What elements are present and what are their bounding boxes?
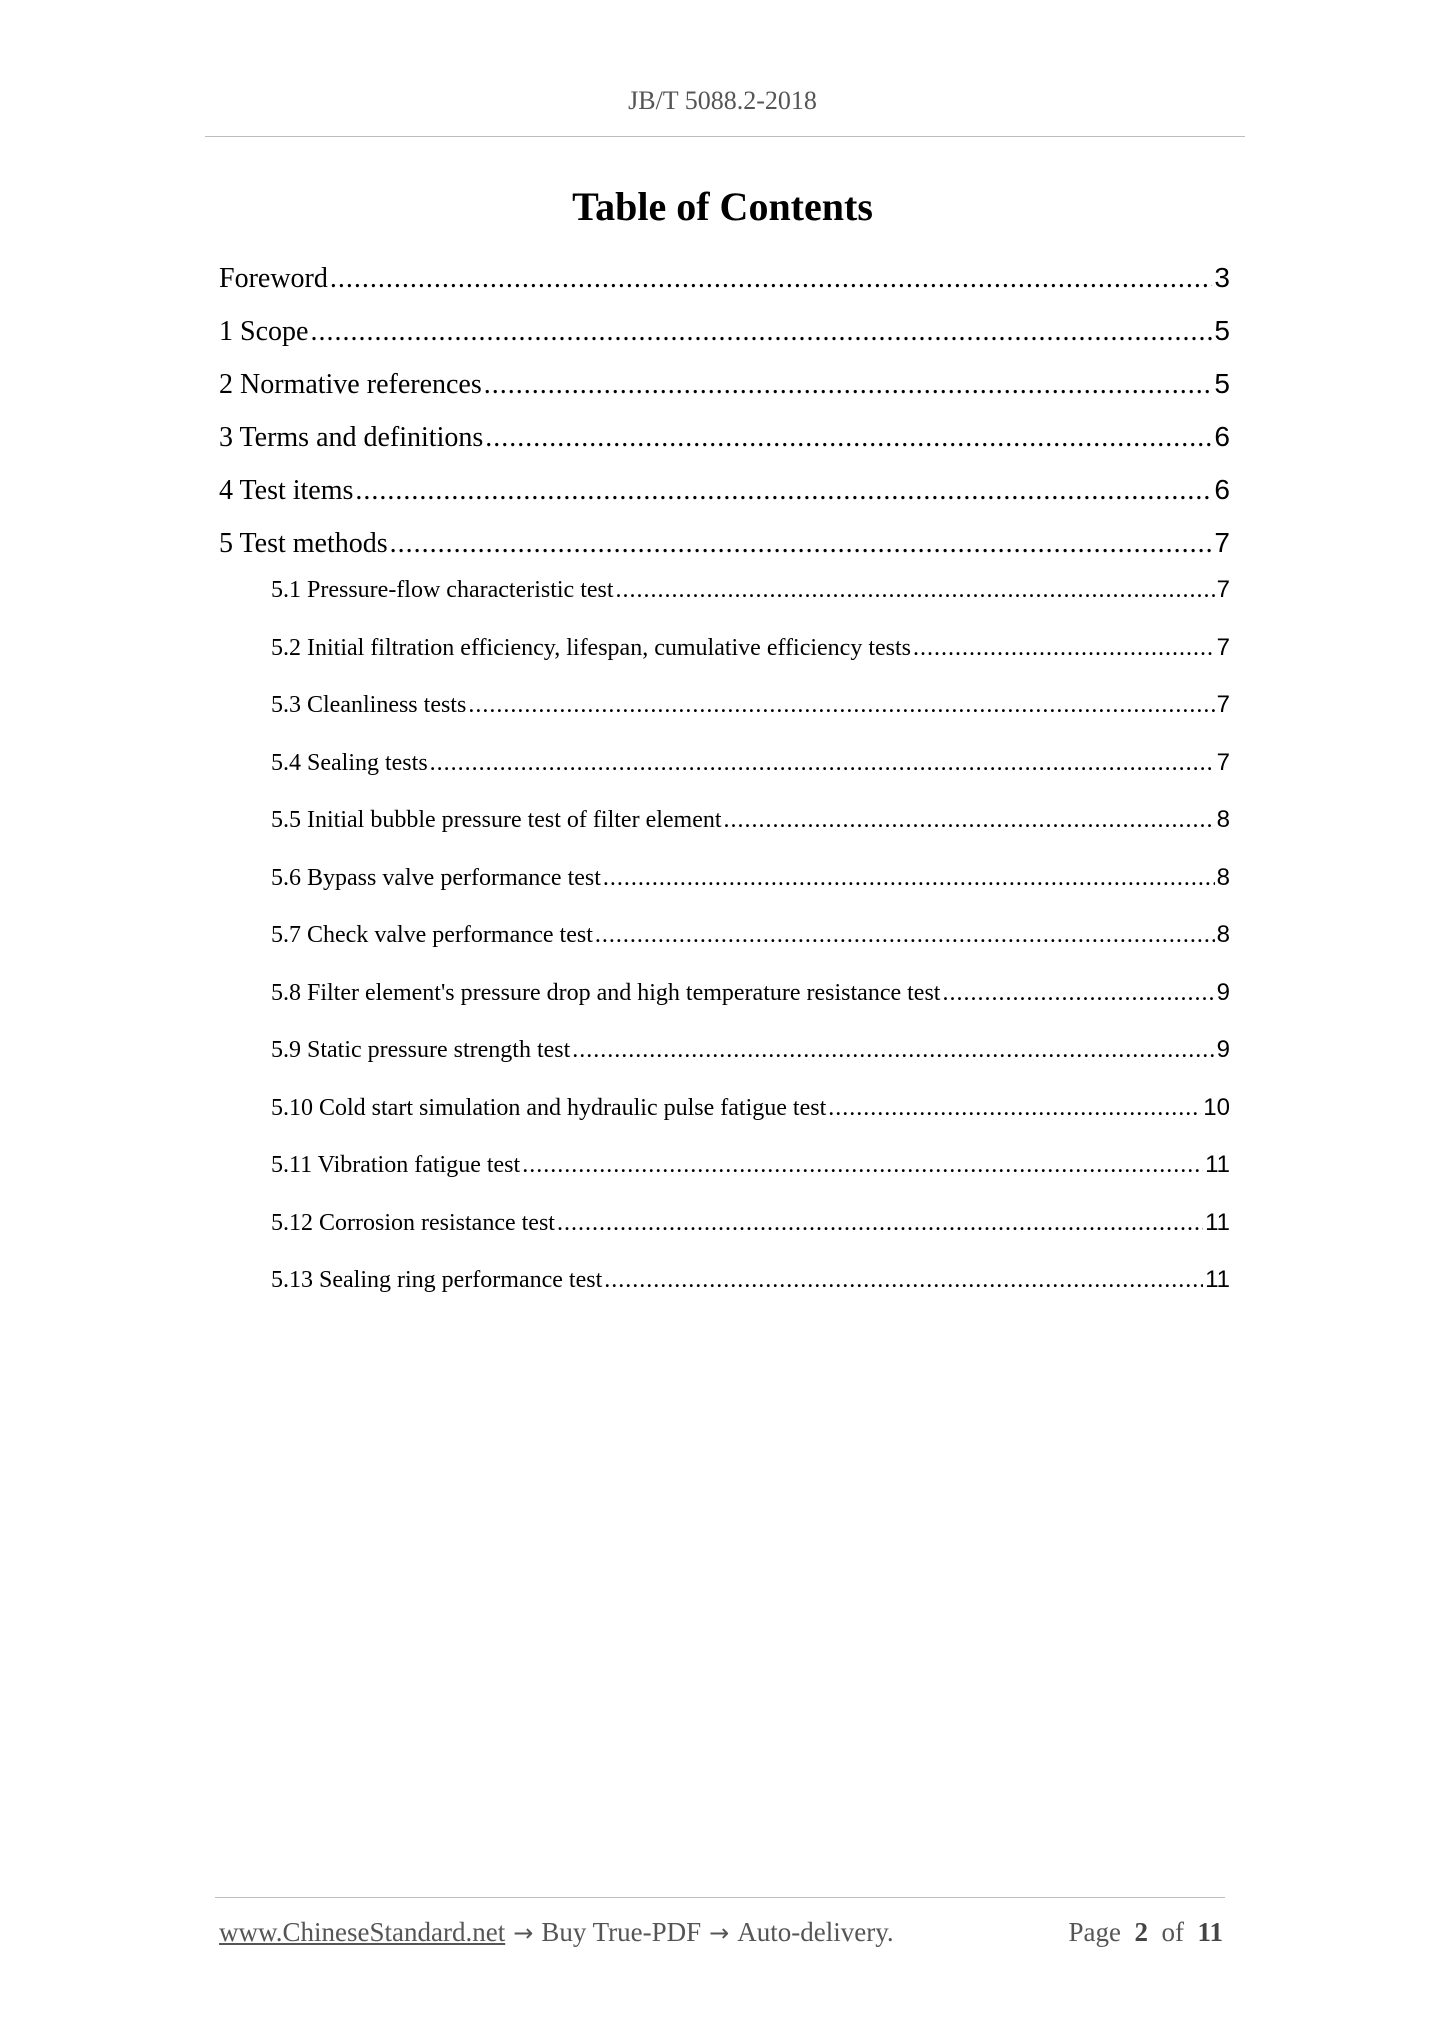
toc-entry-page: 7 — [1216, 691, 1230, 718]
toc-entry-label: 5.11 Vibration fatigue test — [271, 1152, 521, 1178]
toc-entry-page: 8 — [1216, 921, 1230, 948]
toc-entry-page: 5 — [1214, 368, 1230, 399]
toc-entry-page: 11 — [1205, 1208, 1230, 1236]
toc-subentry[interactable] — [271, 806, 1230, 834]
toc-entry-page: 10 — [1203, 1093, 1230, 1121]
toc-leader-dots — [485, 422, 1212, 454]
toc-entry-label: 5.5 Initial bubble pressure test of filter element — [271, 807, 722, 833]
toc-subentry[interactable] — [271, 1036, 1230, 1064]
toc-leader-dots — [330, 263, 1213, 295]
toc-entry-label: 5.10 Cold start simulation and hydraulic pulse fatigue test — [271, 1094, 827, 1121]
total-pages: 11 — [1197, 1917, 1223, 1947]
current-page: 2 — [1134, 1917, 1148, 1947]
toc-entry-page: 6 — [1214, 421, 1230, 452]
toc-entry[interactable] — [219, 368, 1230, 401]
toc-entry-label: 5.8 Filter element's pressure drop and high temperature resistance test — [271, 979, 941, 1006]
toc-entry[interactable] — [219, 527, 1230, 560]
toc-subentry[interactable] — [271, 864, 1230, 892]
toc-entry-page: 8 — [1216, 806, 1230, 833]
toc-entry[interactable] — [219, 474, 1230, 507]
toc-entry-page: 9 — [1216, 1036, 1230, 1063]
toc-leader-dots — [942, 980, 1214, 1007]
toc-entry[interactable] — [219, 315, 1230, 348]
toc-subentry[interactable] — [271, 1151, 1230, 1179]
toc-entry-page: 11 — [1205, 1266, 1230, 1293]
toc-title: Table of Contents — [572, 184, 873, 229]
footer-promo — [219, 1917, 894, 1948]
toc-subentry[interactable] — [271, 979, 1230, 1007]
toc-entry[interactable] — [219, 421, 1230, 454]
toc-entry-label: 4 Test items — [219, 475, 354, 506]
toc-leader-dots — [430, 750, 1215, 777]
toc-leader-dots — [310, 316, 1212, 348]
toc-entry-label: 5.12 Corrosion resistance test — [271, 1209, 555, 1236]
right-arrow-icon: → — [709, 1919, 730, 1947]
site-link[interactable]: www.ChineseStandard.net — [219, 1917, 506, 1947]
delivery-text: Auto-delivery. — [737, 1917, 894, 1947]
toc-entry-page: 7 — [1216, 633, 1230, 661]
toc-leader-dots — [913, 635, 1215, 662]
toc-leader-dots — [828, 1095, 1201, 1122]
toc-leader-dots — [522, 1152, 1203, 1179]
toc-entry-page: 3 — [1214, 262, 1230, 293]
toc-subentry[interactable] — [271, 634, 1230, 662]
toc-entry-page: 5 — [1214, 315, 1230, 346]
toc-entry-label: 1 Scope — [219, 316, 309, 347]
toc-entry-label: 5.13 Sealing ring performance test — [271, 1267, 603, 1293]
toc-entry-label: 5.2 Initial filtration efficiency, lifespan, cumulative efficiency tests — [271, 634, 911, 661]
toc-subentry[interactable] — [271, 1209, 1230, 1237]
toc-leader-dots — [595, 922, 1215, 949]
toc-entry-page: 7 — [1214, 527, 1230, 558]
toc-leader-dots — [468, 692, 1214, 719]
right-arrow-icon: → — [513, 1919, 534, 1947]
document-number: JB/T 5088.2-2018 — [628, 86, 817, 115]
page-number — [1069, 1917, 1224, 1948]
toc-entry-page: 8 — [1216, 863, 1230, 891]
toc-entry-label: 5.9 Static pressure strength test — [271, 1037, 571, 1063]
buy-text: Buy True-PDF — [541, 1917, 702, 1947]
toc-leader-dots — [616, 577, 1215, 604]
toc-entry-label: Foreword — [219, 263, 328, 294]
toc-leader-dots — [604, 1267, 1203, 1294]
toc-entry-label: 5.7 Check valve performance test — [271, 922, 593, 948]
toc-leader-dots — [390, 528, 1213, 560]
toc-entry-page: 11 — [1205, 1151, 1230, 1178]
toc-subentry[interactable] — [271, 691, 1230, 719]
toc-entry-label: 5.4 Sealing tests — [271, 749, 428, 776]
footer-divider — [215, 1897, 1225, 1898]
toc-entry-label: 3 Terms and definitions — [219, 422, 484, 453]
toc-entry-page: 7 — [1216, 748, 1230, 776]
of-word: of — [1161, 1917, 1184, 1947]
toc-leader-dots — [724, 807, 1215, 834]
toc-entry-label: 5.6 Bypass valve performance test — [271, 864, 601, 891]
toc-entry-page: 6 — [1214, 474, 1230, 505]
toc-subentry[interactable] — [271, 1266, 1230, 1294]
toc-leader-dots — [484, 369, 1213, 401]
page-word: Page — [1068, 1917, 1121, 1947]
toc-subentry[interactable] — [271, 1094, 1230, 1122]
toc-entry-label: 5.1 Pressure-flow characteristic test — [271, 577, 614, 603]
toc-leader-dots — [355, 475, 1212, 507]
toc-subentry[interactable] — [271, 921, 1230, 949]
toc-leader-dots — [603, 865, 1215, 892]
toc-entry-label: 2 Normative references — [219, 369, 482, 400]
header-divider — [205, 136, 1245, 137]
toc-entry-page: 7 — [1216, 576, 1230, 603]
toc-entry-label: 5.3 Cleanliness tests — [271, 692, 467, 718]
toc-subentry[interactable] — [271, 749, 1230, 777]
toc-leader-dots — [572, 1037, 1214, 1064]
toc-entry[interactable] — [219, 262, 1230, 295]
toc-subentry[interactable] — [271, 576, 1230, 604]
toc-leader-dots — [557, 1210, 1203, 1237]
toc-entry-label: 5 Test methods — [219, 528, 388, 559]
toc-entry-page: 9 — [1216, 978, 1230, 1006]
